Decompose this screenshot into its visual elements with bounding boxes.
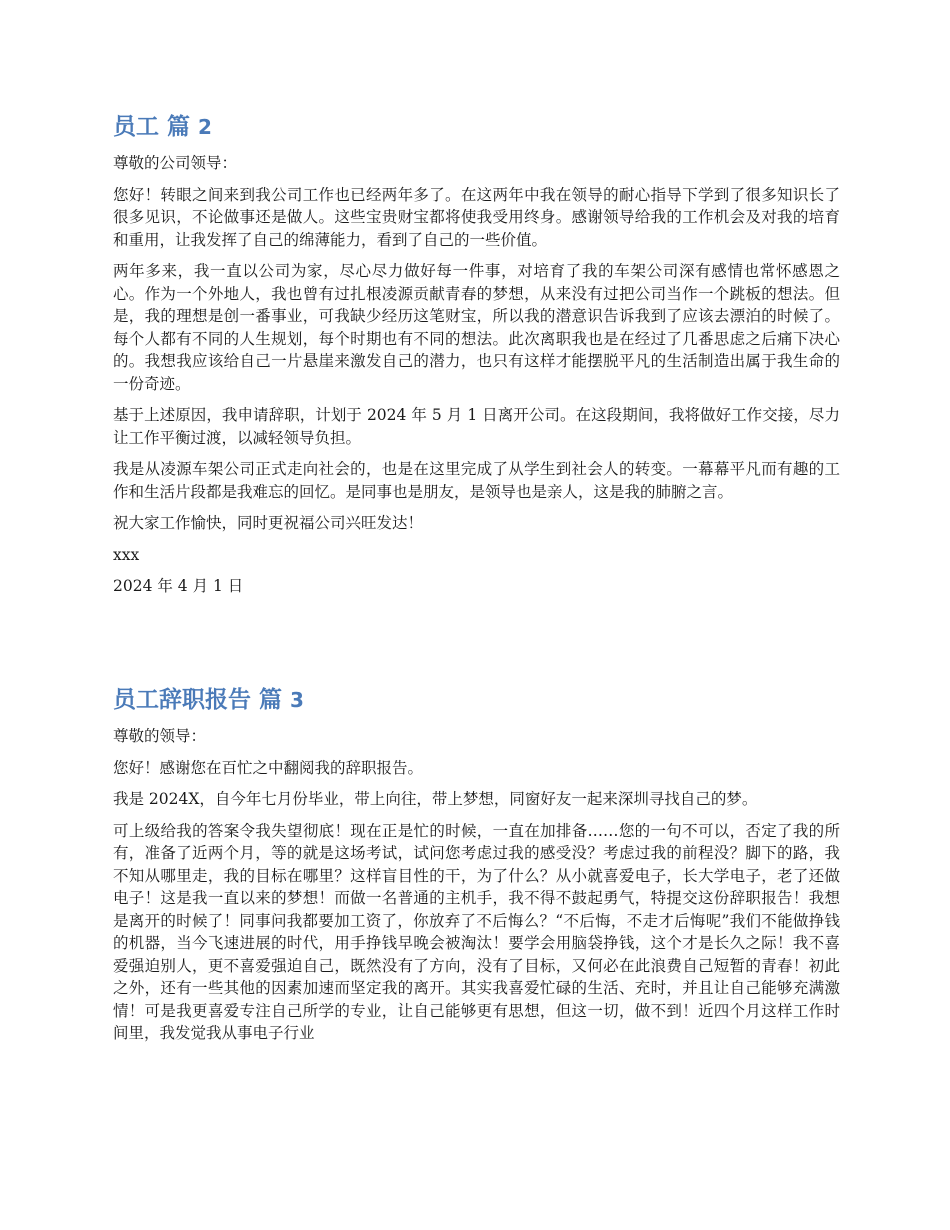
body-paragraph: 可上级给我的答案令我失望彻底！现在正是忙的时候，一直在加排备……您的一句不可以，否定了我的所有，准备了近两个月，等的就是这场考试，试问您考虑过我的感受没？考虑过我的前程没？脚下的路，我不知从哪里走，我的目标在哪里？这样盲目性的干，为了什么？从小就喜爱电子，长大学电子，老了还做电子！这是我一直以来的梦想！而做一名普通的主机手，我不得不鼓起勇气，特提交这份辞职报告！我想是离开的时候了！同事问我都要加工资了，你放弃了不后悔么？“不后悔，不走才后悔呢”我们不能做挣钱的机器，当今飞速进展的时代，用手挣钱早晚会被淘汰！要学会用脑袋挣钱，这个才是长久之际！我不喜爱强迫别人，更不喜爱强迫自己，既然没有了方向，没有了目标，又何必在此浪费自己短暂的青春！初此之外，还有一些其他的因素加速而坚定我的离开。其实我喜爱忙碌的生活、充时，并且让自己能够充满激情！可是我更喜爱专注自己所学的专业，让自己能够更有思想，但这一切，做不到！近四个月这样工作时间里，我发觉我从事电子行业: [113, 821, 840, 1042]
signature: xxx: [113, 545, 140, 564]
section-heading: [113, 110, 840, 144]
body-paragraph: 我是 2024X，自今年七月份毕业，带上向往，带上梦想，同窗好友一起来深圳寻找自己的梦。: [113, 790, 758, 808]
section-heading-title: 员工 篇: [113, 114, 191, 140]
body-paragraph: 您好！转眼之间来到我公司工作也已经两年多了。在这两年中我在领导的耐心指导下学到了很多知识长了很多见识，不论做事还是做人。这些宝贵财宝都将使我受用终身。感谢领导给我的工作机会及对我的培育和重用，让我发挥了自己的绵薄能力，看到了自己的一些价值。: [113, 185, 840, 249]
section-heading-title: 员工辞职报告 篇: [113, 687, 283, 713]
salutation: 尊敬的公司领导：: [113, 154, 238, 172]
body-paragraph: 两年多来，我一直以公司为家，尽心尽力做好每一件事，对培育了我的车架公司深有感情也常怀感恩之心。作为一个外地人，我也曾有过扎根凌源贡献青春的梦想，从来没有过把公司当作一个跳板的想法。但是，我的理想是创一番事业，可我缺少经历这笔财宝，所以我的潜意识告诉我到了应该去漂泊的时候了。每个人都有不同的人生规划，每个时期也有不同的想法。此次离职我也是在经过了几番思虑之后痛下决心的。我想我应该给自己一片悬崖来激发自己的潜力，也只有这样才能摆脱平凡的生活制造出属于我生命的一份奇迹。: [113, 262, 840, 393]
body-paragraph: 基于上述原因，我申请辞职，计划于 2024 年 5 月 1 日离开公司。在这段期间，我将做好工作交接，尽力让工作平衡过渡，以减轻领导负担。: [113, 406, 840, 447]
section-heading-number: 2: [198, 115, 212, 139]
date: 2024 年 4 月 1 日: [113, 577, 244, 595]
salutation: 尊敬的领导：: [113, 727, 207, 745]
closing-wish: 祝大家工作愉快，同时更祝福公司兴旺发达！: [113, 514, 424, 532]
section-heading: [113, 683, 840, 717]
body-paragraph: 我是从凌源车架公司正式走向社会的，也是在这里完成了从学生到社会人的转变。一幕幕平凡而有趣的工作和生活片段都是我难忘的回忆。是同事也是朋友，是领导也是亲人，这是我的肺腑之言。: [113, 460, 840, 501]
body-paragraph: 您好！感谢您在百忙之中翻阅我的辞职报告。: [113, 758, 424, 777]
section-heading-number: 3: [290, 688, 304, 712]
section-3-block: [113, 683, 840, 1054]
section-2-block: [113, 110, 840, 607]
